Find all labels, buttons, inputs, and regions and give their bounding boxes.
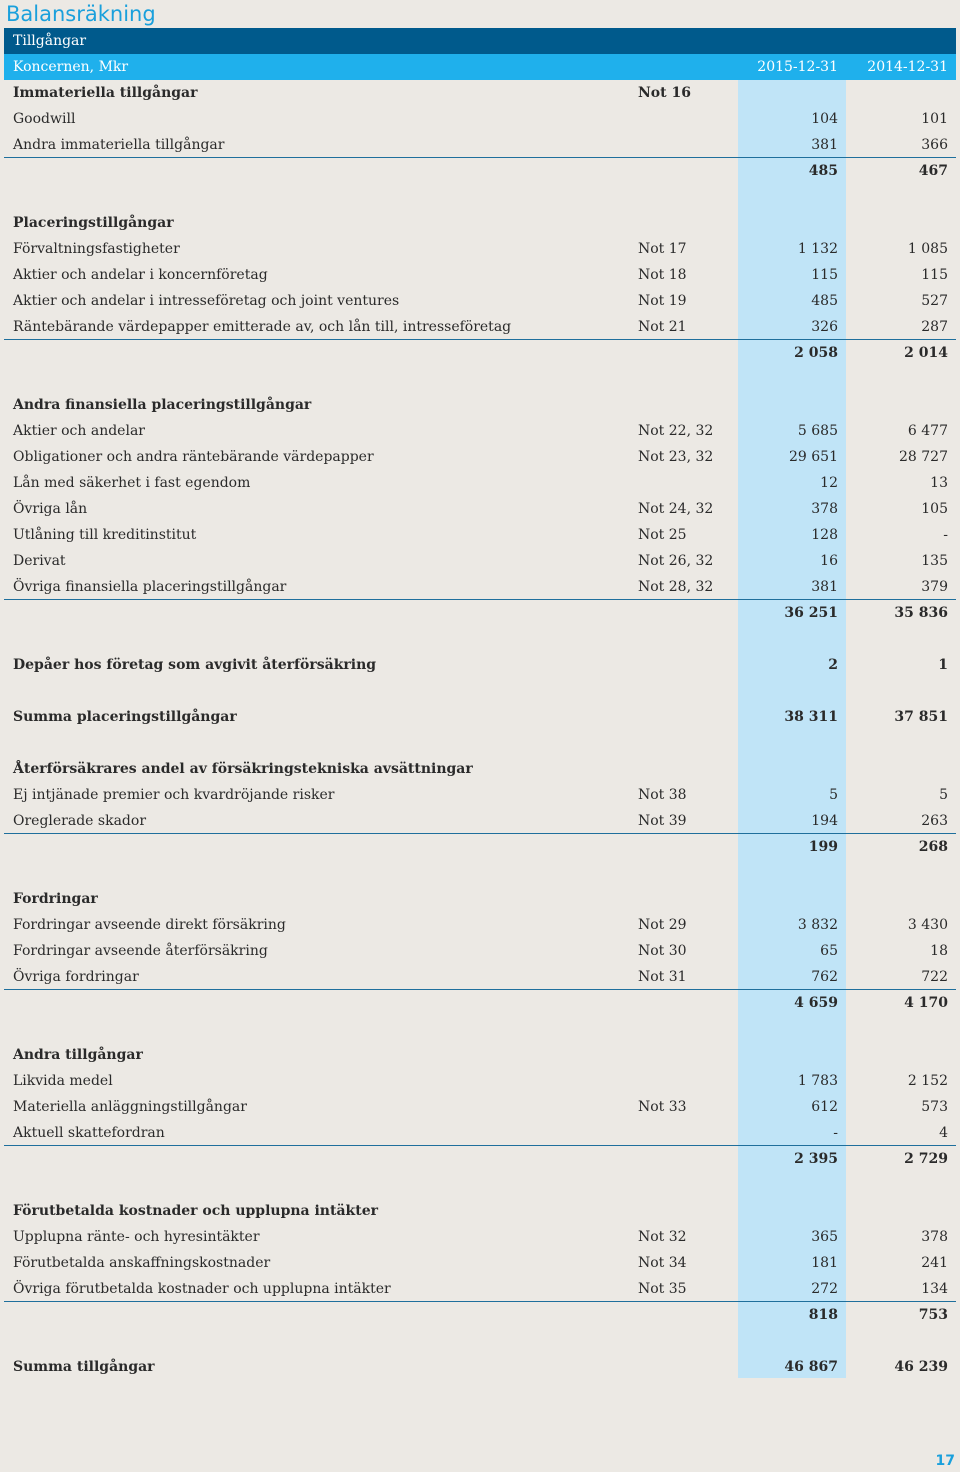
table-row <box>4 522 956 548</box>
spacer-row <box>4 730 956 756</box>
value-2014: 268 <box>918 839 948 855</box>
value-2015: 5 685 <box>797 423 838 439</box>
spacer-row <box>4 1016 956 1042</box>
value-2014: 2 152 <box>907 1073 948 1089</box>
column-header-label: Koncernen, Mkr <box>13 59 129 75</box>
column-header-2014: 2014-12-31 <box>867 59 948 75</box>
row-note: Not 28, 32 <box>638 579 714 595</box>
spacer-row <box>4 184 956 210</box>
table-row <box>4 938 956 964</box>
row-label: Fordringar <box>13 891 98 907</box>
section-header <box>4 28 956 54</box>
value-2015: 46 867 <box>784 1359 838 1375</box>
page-title: Balansräkning <box>6 2 156 26</box>
row-label: Aktier och andelar <box>13 423 145 439</box>
table-row <box>4 314 956 340</box>
value-2015: 104 <box>811 111 838 127</box>
row-note: Not 19 <box>638 293 687 309</box>
value-2015: 16 <box>820 553 838 569</box>
row-note: Not 39 <box>638 813 687 829</box>
row-label: Övriga förutbetalda kostnader och upplupna intäkter <box>13 1281 391 1297</box>
row-label: Lån med säkerhet i fast egendom <box>13 475 251 491</box>
row-note: Not 31 <box>638 969 687 985</box>
value-2015: 12 <box>820 475 838 491</box>
value-2014: 467 <box>918 163 948 179</box>
value-2014: 35 836 <box>894 605 948 621</box>
subtotal-row <box>4 990 956 1016</box>
row-label: Aktier och andelar i koncernföretag <box>13 267 268 283</box>
table-row <box>4 1068 956 1094</box>
value-2014: 135 <box>921 553 948 569</box>
value-2015: 818 <box>808 1307 838 1323</box>
row-label: Förutbetalda anskaffningskostnader <box>13 1255 271 1271</box>
value-2014: 101 <box>921 111 948 127</box>
row-note: Not 23, 32 <box>638 449 714 465</box>
value-2014: 753 <box>918 1307 948 1323</box>
subtotal-row <box>4 1146 956 1172</box>
value-2015: 1 132 <box>797 241 838 257</box>
subtotal-row <box>4 158 956 184</box>
table-row <box>4 808 956 834</box>
row-label: Obligationer och andra räntebärande värdepapper <box>13 449 374 465</box>
table-row <box>4 1224 956 1250</box>
value-2014: 134 <box>921 1281 948 1297</box>
row-note: Not 34 <box>638 1255 687 1271</box>
value-2015: 36 251 <box>784 605 838 621</box>
value-2014: 366 <box>921 137 948 153</box>
value-2015: 4 659 <box>794 995 838 1011</box>
table-row <box>4 1276 956 1302</box>
row-label: Placeringstillgångar <box>13 215 174 231</box>
table-row <box>4 262 956 288</box>
value-2014: 241 <box>921 1255 948 1271</box>
row-label: Övriga finansiella placeringstillgångar <box>13 579 287 595</box>
spacer-row <box>4 1172 956 1198</box>
row-label: Andra tillgångar <box>13 1047 143 1063</box>
row-label: Upplupna ränte- och hyresintäkter <box>13 1229 260 1245</box>
subtotal-row <box>4 1302 956 1328</box>
table-row <box>4 132 956 158</box>
row-label: Summa placeringstillgångar <box>13 709 237 725</box>
table-row <box>4 106 956 132</box>
spacer-row <box>4 1328 956 1354</box>
page-number: 17 <box>935 1453 955 1469</box>
row-label: Immateriella tillgångar <box>13 85 198 101</box>
value-2015: 194 <box>811 813 838 829</box>
value-2014: 379 <box>921 579 948 595</box>
column-header-2015: 2015-12-31 <box>757 59 838 75</box>
value-2015: 612 <box>811 1099 838 1115</box>
row-label: Övriga lån <box>13 501 88 517</box>
row-label: Förutbetalda kostnader och upplupna intäkter <box>13 1203 378 1219</box>
row-note: Not 29 <box>638 917 687 933</box>
value-2014: 4 170 <box>904 995 948 1011</box>
table-row <box>4 1094 956 1120</box>
value-2014: 263 <box>921 813 948 829</box>
row-label: Aktier och andelar i intresseföretag och joint ventures <box>13 293 400 309</box>
row-note: Not 18 <box>638 267 687 283</box>
value-2014: 46 239 <box>894 1359 948 1375</box>
table-row <box>4 912 956 938</box>
value-2015: 65 <box>820 943 838 959</box>
table-row <box>4 1354 956 1380</box>
value-2014: 722 <box>921 969 948 985</box>
value-2015: 5 <box>829 787 838 803</box>
row-note: Not 26, 32 <box>638 553 714 569</box>
spacer-row <box>4 366 956 392</box>
row-label: Oreglerade skador <box>13 813 147 829</box>
value-2014: 1 <box>938 657 948 673</box>
value-2015: 3 832 <box>797 917 838 933</box>
row-note: Not 25 <box>638 527 687 543</box>
row-label: Summa tillgångar <box>13 1359 155 1375</box>
value-2014: 527 <box>921 293 948 309</box>
value-2014: 2 729 <box>904 1151 948 1167</box>
row-label: Fordringar avseende återförsäkring <box>13 943 268 959</box>
value-2014: 28 727 <box>899 449 948 465</box>
table-row <box>4 1120 956 1146</box>
row-label: Förvaltningsfastigheter <box>13 241 180 257</box>
table-row <box>4 210 956 236</box>
value-2014: 4 <box>939 1125 948 1141</box>
row-label: Utlåning till kreditinstitut <box>13 527 197 543</box>
table-row <box>4 288 956 314</box>
table-row <box>4 496 956 522</box>
row-label: Övriga fordringar <box>13 969 139 985</box>
table-row <box>4 1042 956 1068</box>
value-2014: 573 <box>921 1099 948 1115</box>
row-label: Räntebärande värdepapper emitterade av, och lån till, intresseföretag <box>13 319 512 335</box>
row-note: Not 38 <box>638 787 687 803</box>
table-row <box>4 392 956 418</box>
row-note: Not 17 <box>638 241 687 257</box>
subtotal-row <box>4 834 956 860</box>
value-2015: 199 <box>808 839 838 855</box>
value-2014: 6 477 <box>907 423 948 439</box>
value-2014: 3 430 <box>907 917 948 933</box>
value-2014: 37 851 <box>894 709 948 725</box>
table-row <box>4 548 956 574</box>
value-2015: - <box>833 1125 838 1141</box>
row-label: Derivat <box>13 553 66 569</box>
table-row <box>4 236 956 262</box>
value-2015: 381 <box>811 579 838 595</box>
value-2015: 326 <box>811 319 838 335</box>
row-label: Aktuell skattefordran <box>13 1125 165 1141</box>
value-2014: 1 085 <box>907 241 948 257</box>
table-row <box>4 470 956 496</box>
row-label: Återförsäkrares andel av försäkringstekniska avsättningar <box>13 761 473 777</box>
value-2015: 2 <box>828 657 838 673</box>
value-2015: 128 <box>811 527 838 543</box>
row-label: Goodwill <box>13 111 76 127</box>
column-header-row <box>4 54 956 80</box>
section-header-label: Tillgångar <box>13 33 87 49</box>
subtotal-row <box>4 600 956 626</box>
row-note: Not 24, 32 <box>638 501 714 517</box>
table-row <box>4 1198 956 1224</box>
row-note: Not 22, 32 <box>638 423 714 439</box>
row-label: Ej intjänade premier och kvardröjande risker <box>13 787 335 803</box>
row-label: Andra immateriella tillgångar <box>13 137 225 153</box>
value-2015: 485 <box>811 293 838 309</box>
table-row <box>4 80 956 106</box>
value-2015: 2 395 <box>794 1151 838 1167</box>
value-2014: 378 <box>921 1229 948 1245</box>
value-2015: 272 <box>811 1281 838 1297</box>
row-note: Not 30 <box>638 943 687 959</box>
spacer-row <box>4 860 956 886</box>
value-2015: 1 783 <box>797 1073 838 1089</box>
value-2014: 105 <box>921 501 948 517</box>
row-label: Materiella anläggningstillgångar <box>13 1099 247 1115</box>
value-2015: 365 <box>811 1229 838 1245</box>
value-2014: 18 <box>930 943 948 959</box>
balance-sheet-table <box>4 80 956 1380</box>
table-row <box>4 886 956 912</box>
value-2015: 181 <box>811 1255 838 1271</box>
value-2015: 762 <box>811 969 838 985</box>
value-2015: 381 <box>811 137 838 153</box>
row-label: Likvida medel <box>13 1073 113 1089</box>
table-row <box>4 756 956 782</box>
row-note: Not 33 <box>638 1099 687 1115</box>
table-row <box>4 444 956 470</box>
subtotal-row <box>4 340 956 366</box>
value-2015: 29 651 <box>789 449 838 465</box>
table-row <box>4 782 956 808</box>
row-note: Not 21 <box>638 319 687 335</box>
spacer-row <box>4 678 956 704</box>
row-label: Andra finansiella placeringstillgångar <box>13 397 312 413</box>
table-row <box>4 1250 956 1276</box>
value-2015: 38 311 <box>784 709 838 725</box>
row-label: Depåer hos företag som avgivit återförsäkring <box>13 657 377 673</box>
value-2015: 115 <box>811 267 838 283</box>
table-row <box>4 704 956 730</box>
value-2014: - <box>943 527 948 543</box>
table-row <box>4 964 956 990</box>
value-2015: 485 <box>808 163 838 179</box>
row-note: Not 35 <box>638 1281 687 1297</box>
table-row <box>4 574 956 600</box>
table-row <box>4 652 956 678</box>
value-2014: 2 014 <box>904 345 948 361</box>
value-2014: 287 <box>921 319 948 335</box>
value-2014: 5 <box>939 787 948 803</box>
value-2015: 378 <box>811 501 838 517</box>
spacer-row <box>4 626 956 652</box>
row-note: Not 32 <box>638 1229 687 1245</box>
value-2014: 115 <box>921 267 948 283</box>
row-label: Fordringar avseende direkt försäkring <box>13 917 286 933</box>
value-2015: 2 058 <box>794 345 838 361</box>
row-note: Not 16 <box>638 85 691 101</box>
value-2014: 13 <box>930 475 948 491</box>
table-row <box>4 418 956 444</box>
